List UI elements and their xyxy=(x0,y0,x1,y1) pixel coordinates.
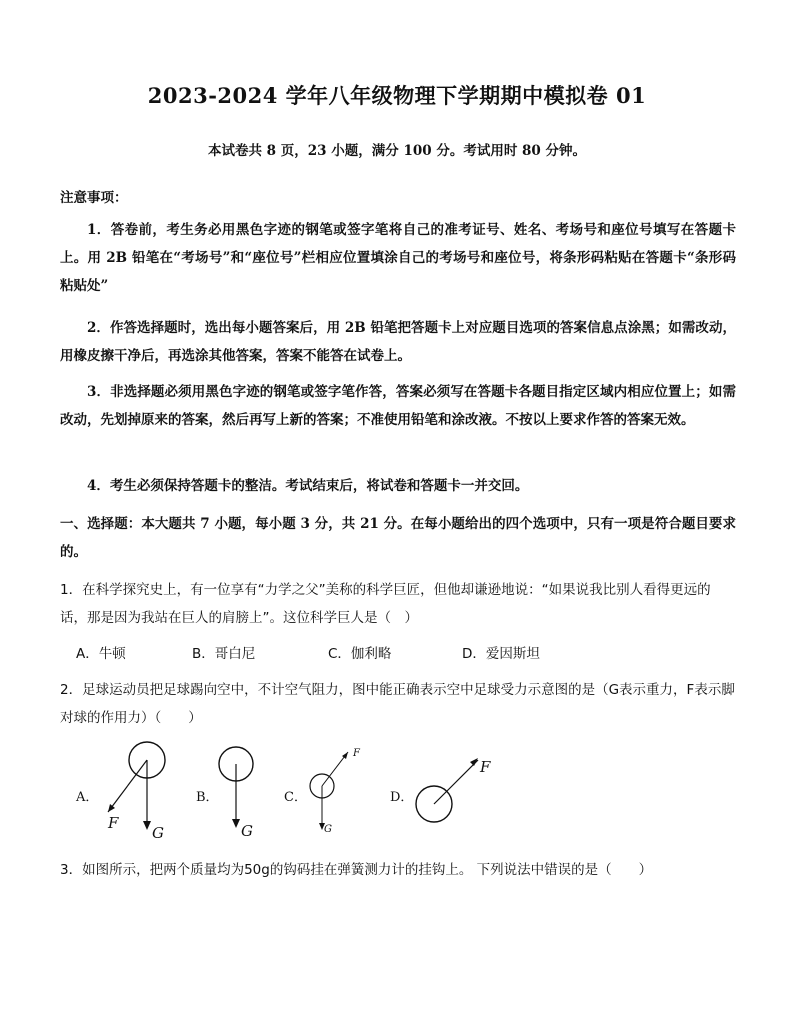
force-label-g-b: G xyxy=(241,822,253,840)
notice-heading: 注意事项： xyxy=(60,190,128,206)
force-label-g-c: G xyxy=(324,824,332,835)
question-1-text: 1．在科学探究史上，有一位享有“力学之父”美称的科学巨匠，但他却谦逊地说：“如果说我比别人看得更远的话，那是因为我站在巨人的肩膀上”。这位科学巨人是（ ） xyxy=(60,582,711,626)
question-2-figure xyxy=(60,736,540,846)
q1-option-c: C．伽利略 xyxy=(328,646,392,662)
force-label-g-a: G xyxy=(152,824,164,842)
section-heading-choice: 一、选择题：本大题共 7 小题，每小题 3 分，共 21 分。在每小题给出的四个选项中，只有一项是符合题目要求的。 xyxy=(60,516,736,560)
notice-item-1: 1．答卷前，考生务必用黑色字迹的钢笔或签字笔将自己的准考证号、姓名、考场号和座位号填写在答题卡上。用 2B 铅笔在“考场号”和“座位号”栏相应位置填涂自己的考场号和座位号，将条形码粘贴在答题卡“条形码粘贴处” xyxy=(60,222,736,294)
figure-label-a: A． xyxy=(76,790,99,805)
figure-label-b: B． xyxy=(196,790,219,805)
exam-subtitle: 本试卷共 8 页，23 小题，满分 100 分。考试用时 80 分钟。 xyxy=(207,143,587,159)
notice-item-4: 4．考生必须保持答题卡的整洁。考试结束后，将试卷和答题卡一并交回。 xyxy=(87,478,529,494)
question-2-text: 2．足球运动员把足球踢向空中，不计空气阻力，图中能正确表示空中足球受力示意图的是（G表示重力，F表示脚对球的作用力）（ ） xyxy=(60,682,735,726)
question-1-options xyxy=(76,642,736,666)
figure-label-d: D． xyxy=(390,790,414,805)
force-label-f-a: F xyxy=(108,814,119,832)
q1-option-a: A．牛顿 xyxy=(76,646,126,662)
q1-option-b: B．哥白尼 xyxy=(192,646,256,662)
exam-title: 2023-2024 学年八年级物理下学期期中模拟卷 01 xyxy=(147,83,647,108)
q1-option-d: D．爱因斯坦 xyxy=(462,646,540,662)
force-label-f-c: F xyxy=(353,748,360,759)
notice-item-2: 2．作答选择题时，选出每小题答案后，用 2B 铅笔把答题卡上对应题目选项的答案信息点涂黑；如需改动，用橡皮擦干净后，再选涂其他答案，答案不能答在试卷上。 xyxy=(60,320,736,364)
force-diagram-c xyxy=(304,744,364,844)
question-3-text: 3．如图所示，把两个质量均为50g的钩码挂在弹簧测力计的挂钩上。 下列说法中错误的是（ ） xyxy=(60,862,653,878)
figure-label-c: C． xyxy=(284,790,307,805)
notice-item-3: 3．非选择题必须用黑色字迹的钢笔或签字笔作答，答案必须写在答题卡各题目指定区域内相应位置上；如需改动，先划掉原来的答案，然后再写上新的答案；不准使用铅笔和涂改液。不按以上要求作答的答案无效。 xyxy=(60,384,736,428)
force-label-f-d: F xyxy=(480,758,491,776)
